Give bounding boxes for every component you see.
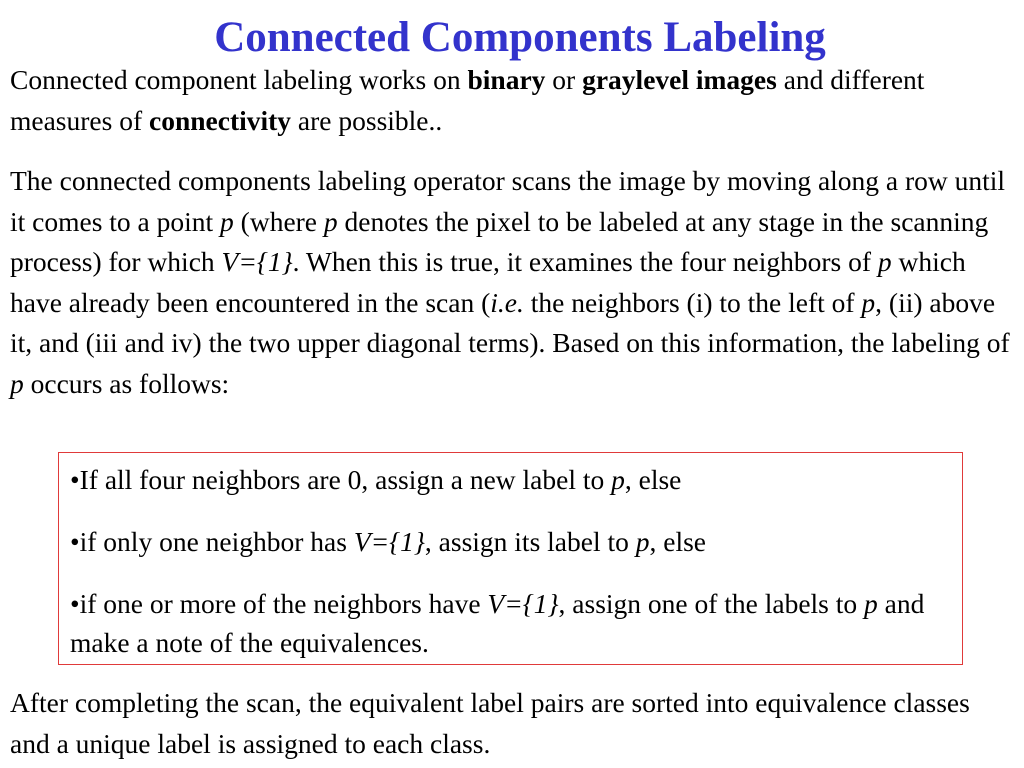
pixel-symbol: p <box>864 588 878 619</box>
connectivity-term: connectivity <box>148 104 292 136</box>
rule-item <box>70 522 950 561</box>
intro-text: are possible.. <box>291 104 443 136</box>
description-text: which have already been encountered in the scan ( <box>10 246 966 318</box>
pixel-symbol: p <box>877 246 892 277</box>
rule-text: •if one or more of the neighbors have <box>70 588 488 619</box>
labeling-rules-box <box>58 452 963 665</box>
ie-abbreviation: i.e. <box>490 286 524 318</box>
pixel-symbol: p <box>323 205 338 237</box>
intro-text: and different measures of <box>10 64 925 136</box>
rule-text: , else <box>649 526 707 557</box>
description-text: . When this is true, it examines the four neighbors of <box>292 246 878 277</box>
description-text: (where <box>233 205 324 237</box>
pixel-symbol: p <box>861 286 876 318</box>
rule-text: , else <box>624 464 682 495</box>
binary-term: binary <box>467 64 546 95</box>
description-text: denotes the pixel to be labeled at any stage in the scanning process) for which <box>10 205 989 277</box>
description-paragraph <box>10 161 1018 404</box>
value-condition: V={1} <box>487 588 559 619</box>
slide-title: Connected Components Labeling <box>214 14 826 61</box>
description-text: the neighbors (i) to the left of <box>523 286 862 318</box>
intro-text: Connected component labeling works on <box>10 64 468 95</box>
rule-text: , assign its label to <box>424 526 636 557</box>
value-condition: V={1} <box>353 526 425 557</box>
graylevel-term: graylevel images <box>582 64 777 95</box>
description-text: , (ii) above it, and (iii and iv) the two upper diagonal terms). Based on this information, the labeling of <box>10 286 1010 358</box>
conclusion-paragraph: After completing the scan, the equivalent label pairs are sorted into equivalence classes and a unique label is assigned to each class. <box>10 687 970 759</box>
rule-item <box>70 460 950 499</box>
description-text: The connected components labeling operator scans the image by moving along a row until it comes to a point <box>10 165 1006 237</box>
pixel-symbol: p <box>635 526 650 557</box>
rule-text: •If all four neighbors are 0, assign a new label to <box>70 464 612 495</box>
intro-text: or <box>545 64 583 95</box>
rule-text: , assign one of the labels to <box>558 588 865 619</box>
rule-text: and make a note of the equivalences. <box>70 588 925 658</box>
pixel-symbol: p <box>10 367 24 399</box>
rule-item <box>70 584 950 662</box>
pixel-symbol: p <box>611 464 625 495</box>
intro-paragraph <box>10 60 1018 141</box>
description-text: occurs as follows: <box>23 367 230 399</box>
value-condition: V={1} <box>221 246 293 277</box>
rule-text: •if only one neighbor has <box>70 526 354 557</box>
pixel-symbol: p <box>220 205 234 237</box>
